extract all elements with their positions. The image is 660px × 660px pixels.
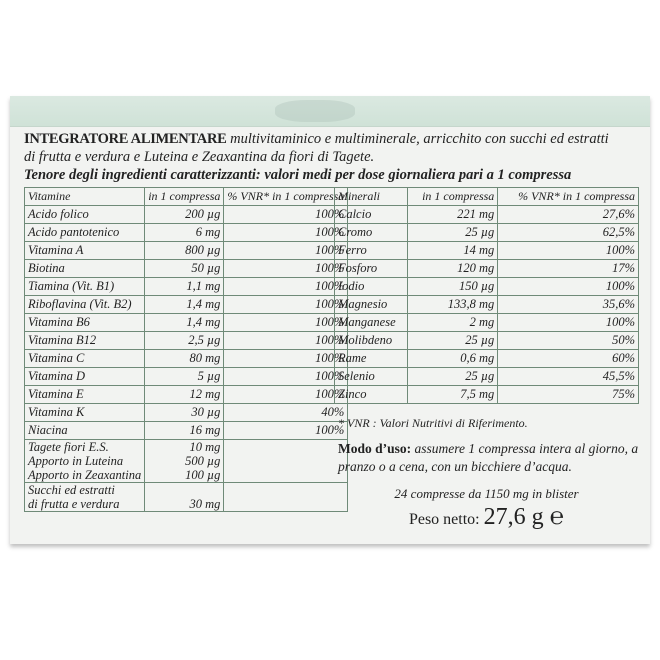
table-cell: Acido folico — [25, 206, 145, 224]
table-cell: Acido pantotenico — [25, 224, 145, 242]
table-cell: Selenio — [335, 368, 408, 386]
table-cell: Rame — [335, 350, 408, 368]
table-cell: 45,5% — [498, 368, 639, 386]
table-row — [25, 296, 348, 314]
table-row — [25, 483, 348, 512]
ingredient-name: Tagete fiori E.S. — [28, 440, 109, 454]
table-cell: 14 mg — [408, 242, 498, 260]
description-line1: multivitaminico e multiminerale, arricchito con succhi ed estratti — [226, 131, 609, 147]
table-cell: 75% — [498, 386, 639, 404]
table-row — [25, 260, 348, 278]
table-cell: 17% — [498, 260, 639, 278]
table-cell: Ferro — [335, 242, 408, 260]
table-cell: 100% — [498, 242, 639, 260]
table-row — [335, 314, 639, 332]
table-cell: 100% — [498, 278, 639, 296]
vitamins-table — [24, 187, 348, 512]
table-cell: 100% — [224, 386, 348, 404]
ingredient-value: 100 µg — [185, 468, 221, 482]
table-cell: Minerali — [335, 188, 408, 206]
table-cell: Vitamina A — [25, 242, 145, 260]
table-cell: Vitamina B12 — [25, 332, 145, 350]
table-cell: Tiamina (Vit. B1) — [25, 278, 145, 296]
table-row — [335, 206, 639, 224]
table-cell: 100% — [224, 368, 348, 386]
table-row — [335, 242, 639, 260]
table-cell: 25 µg — [408, 332, 498, 350]
table-cell — [224, 483, 348, 512]
table-cell: 100% — [224, 350, 348, 368]
table-cell: 120 mg — [408, 260, 498, 278]
table-cell: 25 µg — [408, 368, 498, 386]
net-weight-value: 27,6 g ℮ — [483, 504, 565, 530]
table-cell: 2 mg — [408, 314, 498, 332]
table-cell — [25, 483, 145, 512]
table-row — [25, 206, 348, 224]
table-row — [25, 350, 348, 368]
table-row — [335, 386, 639, 404]
table-row — [25, 368, 348, 386]
table-cell: Niacina — [25, 422, 145, 440]
table-cell: Vitamina E — [25, 386, 145, 404]
table-cell: 1,4 mg — [145, 314, 224, 332]
minerals-table — [334, 187, 639, 404]
table-cell: 40% — [224, 404, 348, 422]
description-line2: di frutta e verdura e Luteina e Zeaxantina da fiori di Tagete. — [24, 149, 375, 165]
table-row — [25, 332, 348, 350]
table-cell: Vitamina K — [25, 404, 145, 422]
table-row — [335, 332, 639, 350]
net-weight — [334, 504, 639, 531]
table-cell: 1,1 mg — [145, 278, 224, 296]
table-cell: Fosforo — [335, 260, 408, 278]
usage-text: assumere 1 compressa intera al giorno, a pranzo o a cena, con un bicchiere d’acqua. — [338, 441, 639, 474]
table-cell: in 1 compressa — [408, 188, 498, 206]
table-cell — [145, 440, 224, 483]
table-header — [335, 188, 639, 206]
table-cell: 100% — [224, 332, 348, 350]
product-box — [10, 96, 650, 544]
table-cell: 133,8 mg — [408, 296, 498, 314]
table-cell: Vitamina B6 — [25, 314, 145, 332]
table-cell: 150 µg — [408, 278, 498, 296]
table-cell: 0,6 mg — [408, 350, 498, 368]
product-description — [24, 130, 644, 184]
ingredient-value: 30 mg — [189, 497, 221, 511]
table-row — [25, 386, 348, 404]
table-cell: 100% — [224, 242, 348, 260]
table-cell: in 1 compressa — [145, 188, 224, 206]
table-row — [25, 224, 348, 242]
table-cell: 35,6% — [498, 296, 639, 314]
table-cell: 100% — [224, 260, 348, 278]
ingredient-name: Apporto in Luteina — [28, 454, 124, 468]
table-cell: Magnesio — [335, 296, 408, 314]
table-cell: 16 mg — [145, 422, 224, 440]
table-cell: 80 mg — [145, 350, 224, 368]
top-flap-band — [10, 96, 650, 127]
table-cell: Iodio — [335, 278, 408, 296]
ingredient-name: di frutta e verdura — [28, 497, 120, 511]
table-cell: Vitamina D — [25, 368, 145, 386]
table-row — [335, 278, 639, 296]
table-cell: Manganese — [335, 314, 408, 332]
table-cell: % VNR* in 1 compressa — [498, 188, 639, 206]
vnr-note: * VNR : Valori Nutritivi di Riferimento. — [338, 416, 528, 430]
table-cell: 12 mg — [145, 386, 224, 404]
table-cell: 221 mg — [408, 206, 498, 224]
table-cell: Vitamine — [25, 188, 145, 206]
net-weight-label: Peso netto: — [408, 511, 484, 528]
table-cell: 62,5% — [498, 224, 639, 242]
table-row — [335, 260, 639, 278]
table-cell: 100% — [498, 314, 639, 332]
usage-label: Modo d’uso: — [338, 441, 412, 456]
table-cell: 100% — [224, 278, 348, 296]
ingredient-value: 500 µg — [185, 454, 221, 468]
table-cell: 50 µg — [145, 260, 224, 278]
table-row — [25, 314, 348, 332]
ingredient-value: 10 mg — [189, 440, 221, 454]
table-cell: 100% — [224, 224, 348, 242]
table-cell: Calcio — [335, 206, 408, 224]
table-row — [335, 368, 639, 386]
table-cell: Biotina — [25, 260, 145, 278]
table-cell: 100% — [224, 206, 348, 224]
table-row — [25, 242, 348, 260]
table-cell: Cromo — [335, 224, 408, 242]
table-cell: 100% — [224, 296, 348, 314]
table-cell: 30 µg — [145, 404, 224, 422]
table-cell: 50% — [498, 332, 639, 350]
table-cell — [224, 440, 348, 483]
table-row — [335, 224, 639, 242]
table-header — [25, 188, 348, 206]
faded-logo — [25, 105, 100, 117]
table-cell: 200 µg — [145, 206, 224, 224]
table-cell: % VNR* in 1 compressa — [224, 188, 348, 206]
description-line3: Tenore degli ingredienti caratterizzanti: valori medi per dose giornaliera pari a 1 compressa — [24, 167, 572, 183]
usage-instructions — [338, 440, 648, 476]
table-cell: 7,5 mg — [408, 386, 498, 404]
faded-emblem — [275, 100, 355, 122]
table-cell: 100% — [224, 422, 348, 440]
product-type: INTEGRATORE ALIMENTARE — [24, 131, 227, 147]
table-cell: Riboflavina (Vit. B2) — [25, 296, 145, 314]
table-cell: 27,6% — [498, 206, 639, 224]
table-row — [25, 278, 348, 296]
ingredient-name: Apporto in Zeaxantina — [28, 468, 142, 482]
table-cell: 100% — [224, 314, 348, 332]
table-cell: 25 µg — [408, 224, 498, 242]
table-cell: 6 mg — [145, 224, 224, 242]
table-cell: 2,5 µg — [145, 332, 224, 350]
table-cell: 800 µg — [145, 242, 224, 260]
table-cell: Vitamina C — [25, 350, 145, 368]
table-cell — [25, 440, 145, 483]
table-row — [25, 422, 348, 440]
table-row — [335, 350, 639, 368]
table-cell: 1,4 mg — [145, 296, 224, 314]
table-cell: Zinco — [335, 386, 408, 404]
table-cell — [145, 483, 224, 512]
table-cell: 5 µg — [145, 368, 224, 386]
table-row — [25, 404, 348, 422]
table-row — [335, 296, 639, 314]
pack-contents: 24 compresse da 1150 mg in blister — [394, 486, 579, 501]
ingredient-name: Succhi ed estratti — [28, 483, 115, 497]
table-row — [25, 440, 348, 483]
table-cell: Molibdeno — [335, 332, 408, 350]
table-cell: 60% — [498, 350, 639, 368]
